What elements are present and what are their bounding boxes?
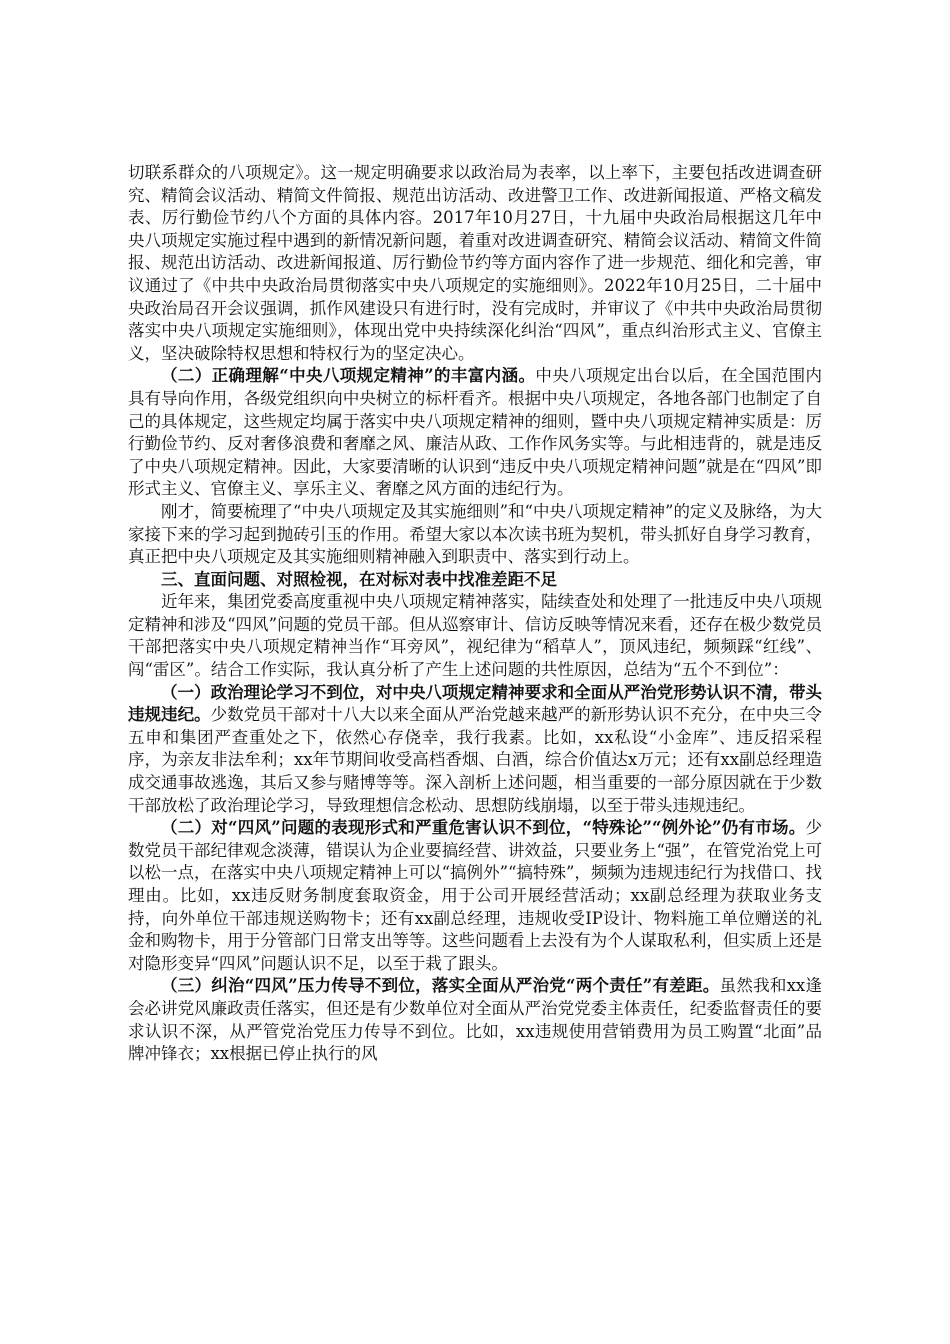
- paragraph-lead-heading: （二）对“四风”问题的表现形式和严重危害认识不到位，“特殊论”“例外论”仍有市场。: [161, 818, 806, 838]
- paragraph-text: 中央八项规定出台以后，在全国范围内具有导向作用，各级党组织向中央树立的标杆看齐。根据中央八项规定，各地各部门也制定了自己的具体规定，这些规定均属于落实中央八项规定精神的细则，暨中央八项规定精神实质是：厉行勤俭节约、反对奢侈浪费和奢靡之风、廉洁从政、工作作风务实等。与此相违背的，就是违反了中央八项规定精神。因此，大家要清晰的认识到“违反中央八项规定精神问题”就是在“四风”即形式主义、官僚主义、享乐主义、奢靡之风方面的违纪行为。: [128, 366, 823, 499]
- paragraph-text: 少数党员干部对十八大以来全面从严治党越来越严的新形势认识不充分，在中央三令五申和集团严查重处之下，依然心存侥幸，我行我素。比如，xx私设“小金库”、违反招采程序，为亲友非法牟利；xx年节期间收受高档香烟、白酒，综合价值达x万元；还有xx副总经理造成交通事故逃逸，其后又参与赌博等等。深入剖析上述问题，相当重要的一部分原因就在于少数干部放松了政治理论学习，导致理想信念松动、思想防线崩塌，以至于带头违规违纪。: [128, 705, 823, 815]
- paragraph-lead-heading: （三）纠治“四风”压力传导不到位，落实全面从严治党“两个责任”有差距。: [161, 976, 720, 996]
- paragraph-text: 切联系群众的八项规定》。这一规定明确要求以政治局为表率，以上率下，主要包括改进调查研究、精简会议活动、精简文件简报、规范出访活动、改进警卫工作、改进新闻报道、严格文稿发表、厉行勤俭节约八个方面的具体内容。2017年10月27日，十九届中央政治局根据这几年中央八项规定实施过程中遇到的新情况新问题，着重对改进调查研究、精简会议活动、精简文件简报、规范出访活动、改进新闻报道、厉行勤俭节约等方面内容作了进一步规范、细化和完善，审议通过了《中共中央政治局贯彻落实中央八项规定的实施细则》。2022年10月25日，二十届中央政治局召开会议强调，抓作风建设只有进行时，没有完成时，并审议了《中共中央政治局贯彻落实中央八项规定实施细则》，体现出党中央持续深化纠治“四风”，重点纠治形式主义、官僚主义，坚决破除特权思想和特权行为的坚定决心。: [128, 163, 822, 363]
- paragraph-point-one: [128, 682, 822, 818]
- paragraph-summary: [128, 501, 822, 569]
- paragraph-recent-years: [128, 591, 822, 681]
- paragraph-lead-heading: （二）正确理解“中央八项规定精神”的丰富内涵。: [161, 366, 536, 386]
- paragraph-point-two: [128, 817, 822, 975]
- section-heading-three: 三、直面问题、对照检视，在对标对表中找准差距不足: [161, 569, 557, 589]
- paragraph-text: 虽然我和xx逢会必讲党风廉政责任落实，但还是有少数单位对全面从严治党党委主体责任，纪委监督责任的要求认识不深，从严管党治党压力传导不到位。比如，xx违规使用营销费用为员工购置“北面”品牌冲锋衣；xx根据已停止执行的风: [128, 976, 822, 1064]
- paragraph-text: 近年来，集团党委高度重视中央八项规定精神落实，陆续查处和处理了一批违反中央八项规定精神和涉及“四风”问题的党员干部。但从巡察审计、信访反映等情况来看，还存在极少数党员干部把落实中央八项规定精神当作“耳旁风”，视纪律为“稻草人”，顶风违纪，频频踩“红线”、闯“雷区”。结合工作实际，我认真分析了产生上述问题的共性原因，总结为“五个不到位”：: [128, 592, 822, 680]
- paragraph-text: 刚才，简要梳理了“中央八项规定及其实施细则”和“中央八项规定精神”的定义及脉络，为大家接下来的学习起到抛砖引玉的作用。希望大家以本次读书班为契机，带头抓好自身学习教育，真正把中央八项规定及其实施细则精神融入到职责中、落实到行动上。: [128, 501, 822, 567]
- document-page: [128, 162, 822, 1066]
- paragraph-lead-heading: （一）政治理论学习不到位，对中央八项规定精神要求和全面从严治党形势认识不清，带头违规违纪。: [128, 682, 822, 725]
- paragraph-point-three: [128, 975, 822, 1065]
- paragraph-text: 少数党员干部纪律观念淡薄，错误认为企业要搞经营、讲效益，只要业务上“强”，在管党治党上可以松一点，在落实中央八项规定精神上可以“搞例外”“搞特殊”，频频为违规违纪行为找借口、找理由。比如，xx违反财务制度套取资金，用于公司开展经营活动；xx副总经理为获取业务支持，向外单位干部违规送购物卡；还有xx副总经理，违规收受IP设计、物料施工单位赠送的礼金和购物卡，用于分管部门日常支出等等。这些问题看上去没有为个人谋取私利，但实质上还是对隐形变异“四风”问题认识不足，以至于栽了跟头。: [128, 818, 822, 973]
- paragraph-continuation: [128, 162, 822, 365]
- paragraph-understanding-spirit: [128, 365, 822, 501]
